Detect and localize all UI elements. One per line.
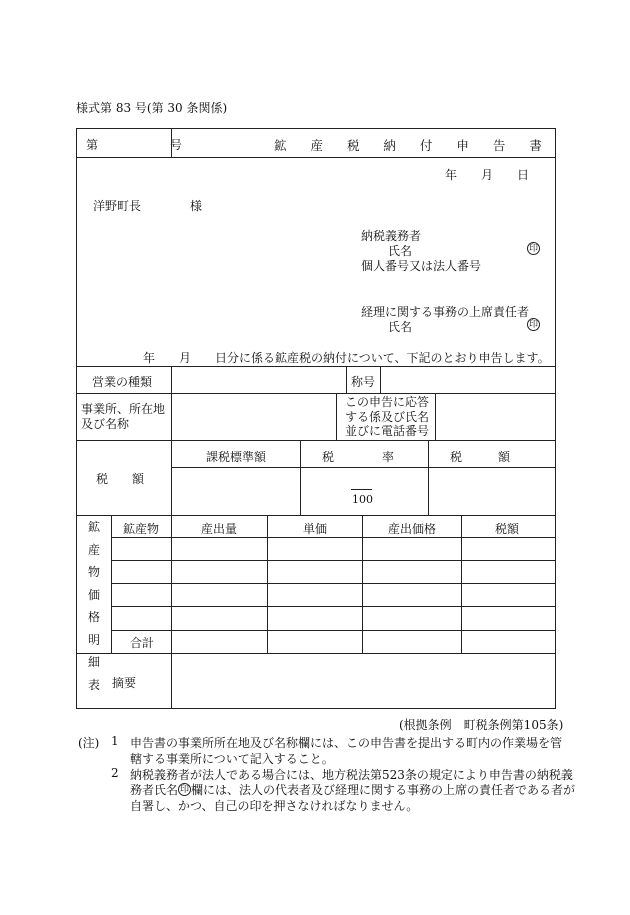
note-number: 2 bbox=[111, 766, 119, 780]
rule bbox=[362, 515, 363, 653]
rule bbox=[111, 515, 112, 653]
rule bbox=[76, 393, 556, 394]
side-label-char: 産 bbox=[87, 542, 100, 557]
date-line: 年 月 日 bbox=[445, 168, 530, 182]
rule bbox=[111, 583, 556, 584]
fraction-bar bbox=[351, 489, 372, 490]
tax-amount-label: 税 額 bbox=[96, 472, 145, 486]
column-mineral: 鉱産物 bbox=[123, 522, 160, 536]
side-label-char: 明 bbox=[87, 632, 100, 647]
contact-label: この申告に応答 する係及び氏名 並びに電話番号 bbox=[345, 395, 430, 438]
tax-rate-label: 税 率 bbox=[322, 450, 395, 464]
rule bbox=[76, 366, 556, 367]
rule bbox=[76, 440, 556, 441]
rule bbox=[111, 606, 556, 607]
side-label-char: 細 bbox=[87, 655, 100, 669]
note-text: 納税義務者が法人である場合には、地方税法第523条の規定により申告書の納税義 bbox=[130, 768, 573, 782]
taxpayer-id-label: 個人番号又は法人番号 bbox=[361, 259, 482, 273]
column-tax-amount: 税額 bbox=[495, 522, 520, 536]
rule bbox=[76, 515, 556, 516]
trade-name-label: 称号 bbox=[351, 375, 376, 389]
summary-label: 摘要 bbox=[112, 676, 137, 690]
rule bbox=[380, 366, 381, 393]
note-text: 務者氏名 印 欄には、法人の代表者及び経理に関する事務の上席の責任者である者が bbox=[130, 783, 576, 797]
form-title: 鉱 産 税 納 付 申 告 書 bbox=[274, 138, 552, 153]
rule bbox=[76, 653, 556, 654]
rule bbox=[435, 393, 436, 440]
side-label-char: 物 bbox=[87, 565, 100, 579]
legal-basis: (根拠条例 町税条例第105条) bbox=[399, 718, 564, 732]
note-text: 自署し、かつ、自己の印を押さなければなりません。 bbox=[130, 799, 419, 813]
total-label: 合計 bbox=[130, 636, 155, 650]
rule bbox=[461, 515, 462, 653]
business-type-label: 営業の種類 bbox=[92, 375, 153, 389]
rule bbox=[336, 393, 337, 440]
side-label-char: 鉱 bbox=[87, 520, 100, 534]
side-label-char: 格 bbox=[87, 610, 100, 624]
rule bbox=[346, 366, 347, 393]
seal-icon: 印 bbox=[528, 244, 538, 254]
taxpayer-name-label: 氏名 bbox=[388, 244, 413, 258]
rule bbox=[300, 440, 301, 515]
form-number: 様式第 83 号(第 30 条関係) bbox=[76, 101, 228, 115]
tax-value-label: 税 額 bbox=[450, 450, 511, 464]
rule bbox=[111, 537, 556, 538]
column-unit-price: 単価 bbox=[303, 522, 328, 536]
tax-base-label: 課税標準額 bbox=[206, 450, 267, 464]
seal-icon: 印 bbox=[528, 320, 538, 330]
note-text: 申告書の事業所所在地及び名称欄には、この申告書を提出する町内の作業場を管 bbox=[130, 736, 563, 750]
note-number: 1 bbox=[111, 734, 119, 748]
accounting-name-label: 氏名 bbox=[388, 320, 413, 334]
rate-denominator: 100 bbox=[352, 493, 373, 506]
rule bbox=[428, 440, 429, 515]
recipient-name: 洋野町長 bbox=[93, 199, 142, 213]
notes-label: (注) bbox=[78, 736, 100, 750]
declaration-text: 年 月 日分に係る鉱産税の納付について、下記のとおり申告します。 bbox=[143, 351, 550, 365]
side-label-char: 表 bbox=[87, 677, 100, 692]
recipient-honorific: 様 bbox=[190, 199, 203, 213]
rule bbox=[76, 157, 556, 158]
taxpayer-title: 納税義務者 bbox=[361, 229, 422, 243]
detail-side-label bbox=[87, 516, 101, 696]
rule bbox=[267, 515, 268, 653]
rule bbox=[111, 560, 556, 561]
office-label: 事業所、所在地及び名称 bbox=[81, 402, 166, 431]
accounting-title: 経理に関する事務の上席責任者 bbox=[361, 305, 530, 319]
rule bbox=[171, 467, 556, 468]
rule bbox=[111, 630, 556, 631]
column-output-quantity: 産出量 bbox=[201, 522, 238, 536]
number-label: 第 号 bbox=[86, 138, 183, 152]
note-text: 轄する事業所について記入すること。 bbox=[130, 752, 334, 766]
side-label-char: 価 bbox=[87, 587, 100, 602]
column-output-value: 産出価格 bbox=[388, 522, 437, 536]
seal-icon: 印 bbox=[180, 785, 190, 795]
